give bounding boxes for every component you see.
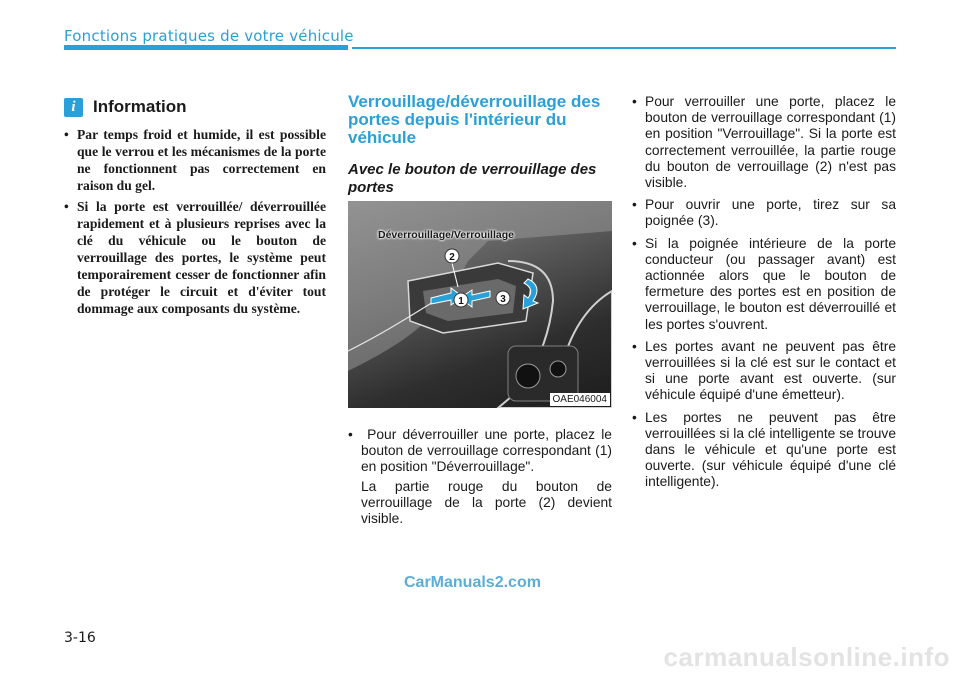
section-title: Verrouillage/déverrouillage des portes depuis l'intérieur du véhicule <box>348 92 601 147</box>
information-item-repeated-locking: • Si la porte est verrouillée/ déverrouillée rapidement et à plusieurs reprises avec la clé du véhicule ou le bouton de verrouillage des portes, le système peut temporairement cesser de fonctionner afin de protéger le circuit et d'éviter tout dommage aux composants du système. <box>64 198 326 317</box>
unlock-item-text: Pour déverrouiller une porte, placez le bouton de verrouillage correspondant (1) en position "Déverrouillage". <box>361 427 612 475</box>
lock-instructions <box>632 94 896 497</box>
callout-1: 1 <box>458 296 464 307</box>
list-item: • Si la poignée intérieure de la porte conducteur (ou passager avant) est actionnée alors que le bouton de fermeture des portes est en position de verrouillage, le bouton est déverrouillé et les portes s'ouvrent. <box>632 236 896 333</box>
information-box <box>64 96 326 321</box>
section-heading-block <box>348 93 612 197</box>
door-lock-figure <box>348 201 612 408</box>
callout-2: 2 <box>449 252 455 263</box>
figure-code: OAE046004 <box>550 393 611 406</box>
list-item: • Pour ouvrir une porte, tirez sur sa poignée (3). <box>632 197 896 229</box>
list-item: • Les portes avant ne peuvent pas être verrouillées si la clé est sur le contact et si une porte avant est ouverte. (sur véhicule équipé d'une émetteur). <box>632 339 896 404</box>
page-number: 3-16 <box>64 630 96 646</box>
footer-watermark: carmanualsonline.info <box>663 642 950 672</box>
unlock-list <box>348 427 612 527</box>
list-item: • Les portes ne peuvent pas être verrouillées si la clé intelligente se trouve dans le véhicule et qu'une porte est ouverte. (sur véhicule équipé d'une clé intelligente). <box>632 410 896 491</box>
section-subtitle: Avec le bouton de verrouillage des portes <box>348 161 597 196</box>
unlock-item-continued: La partie rouge du bouton de verrouillage de la porte (2) devient visible. <box>361 478 612 527</box>
lock-list <box>632 94 896 491</box>
figure-label: Déverrouillage/Verrouillage <box>378 229 514 241</box>
running-header: Fonctions pratiques de votre véhicule <box>64 27 354 45</box>
unlock-instructions <box>348 427 612 533</box>
information-list <box>64 126 326 317</box>
header-rule-thin <box>352 47 896 49</box>
callout-3: 3 <box>500 294 506 305</box>
information-title: Information <box>93 97 187 116</box>
site-watermark-link[interactable]: CarManuals2.com <box>404 574 541 591</box>
information-item-frost: • Par temps froid et humide, il est possible que le verrou et les mécanismes de la porte ne fonctionnent pas correctement en raison du gel. <box>64 126 326 194</box>
information-heading <box>64 96 326 118</box>
unlock-item <box>348 427 612 527</box>
information-icon: i <box>64 98 83 117</box>
list-item: • Pour verrouiller une porte, placez le bouton de verrouillage correspondant (1) en position "Verrouillage". Si la porte est correctement verrouillée, la partie rouge du bouton de verrouillage (2) n'est pas visible. <box>632 94 896 191</box>
header-rule-thick <box>64 45 348 50</box>
